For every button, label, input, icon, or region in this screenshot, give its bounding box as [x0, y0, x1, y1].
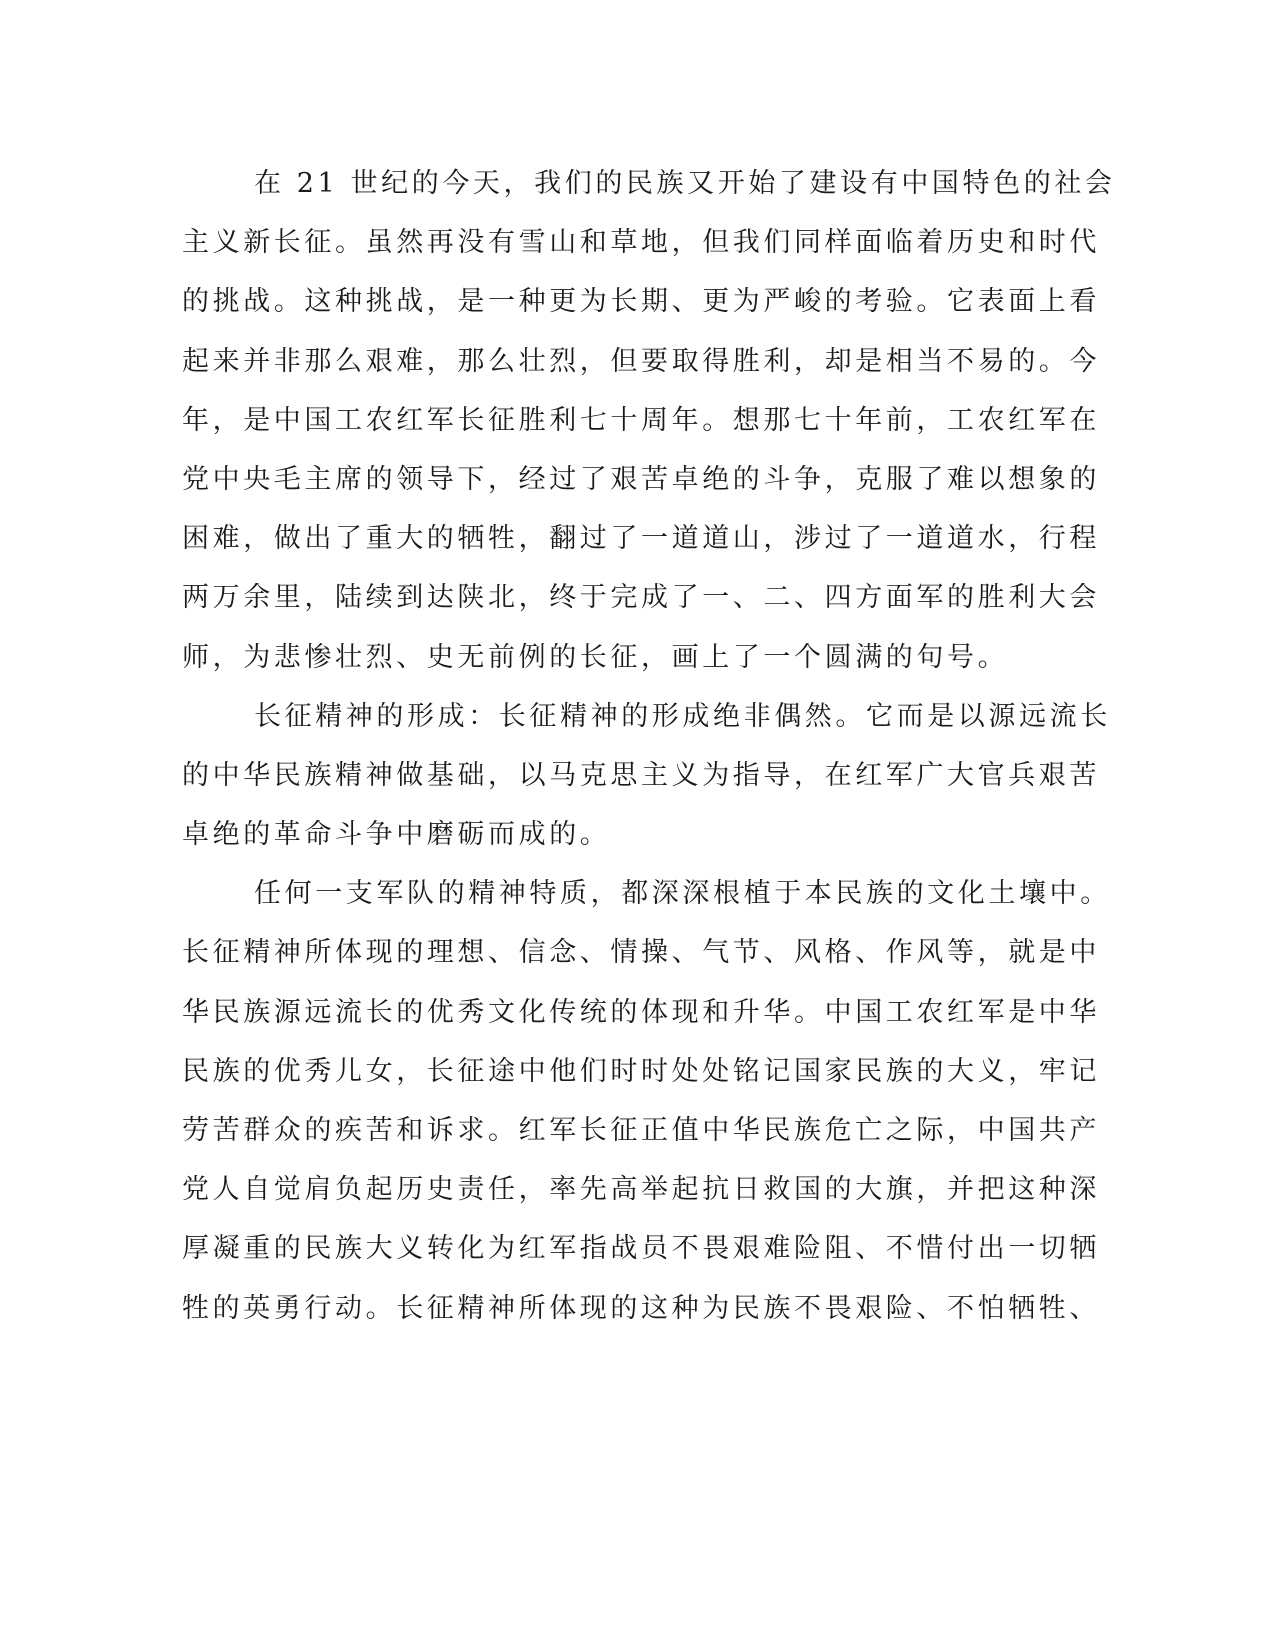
paragraph-line: 主义新长征。虽然再没有雪山和草地，但我们同样面临着历史和时代	[182, 227, 1100, 259]
paragraph-line: 党中央毛主席的领导下，经过了艰苦卓绝的斗争，克服了难以想象的	[182, 463, 1100, 495]
paragraph-line: 厚凝重的民族大义转化为红军指战员不畏艰难险阻、不惜付出一切牺	[182, 1233, 1100, 1265]
paragraph-line: 的中华民族精神做基础，以马克思主义为指导，在红军广大官兵艰苦	[182, 759, 1100, 791]
paragraph-line: 师，为悲惨壮烈、史无前例的长征，画上了一个圆满的句号。	[182, 641, 1009, 673]
paragraph-line: 牲的英勇行动。长征精神所体现的这种为民族不畏艰险、不怕牺牲、	[182, 1292, 1100, 1324]
paragraph-line: 长征精神的形成：长征精神的形成绝非偶然。它而是以源远流长	[254, 700, 1111, 732]
paragraph-line: 民族的优秀儿女，长征途中他们时时处处铭记国家民族的大义，牢记	[182, 1055, 1100, 1087]
paragraph-line: 两万余里，陆续到达陕北，终于完成了一、二、四方面军的胜利大会	[182, 582, 1100, 614]
paragraph-line: 困难，做出了重大的牺牲，翻过了一道道山，涉过了一道道水，行程	[182, 523, 1100, 555]
paragraph-line: 在 21 世纪的今天，我们的民族又开始了建设有中国特色的社会	[254, 168, 1116, 199]
paragraph-line: 的挑战。这种挑战，是一种更为长期、更为严峻的考验。它表面上看	[182, 286, 1100, 318]
paragraph-line: 卓绝的革命斗争中磨砺而成的。	[182, 819, 611, 851]
paragraph-3	[182, 864, 1111, 1338]
paragraph-line: 任何一支军队的精神特质，都深深根植于本民族的文化土壤中。	[254, 878, 1111, 910]
paragraph-line: 起来并非那么艰难，那么壮烈，但要取得胜利，却是相当不易的。今	[182, 345, 1100, 377]
paragraph-2	[182, 687, 1111, 865]
paragraph-line: 劳苦群众的疾苦和诉求。红军长征正值中华民族危亡之际，中国共产	[182, 1115, 1100, 1146]
document-body	[182, 154, 1116, 1338]
paragraph-1	[182, 154, 1116, 687]
paragraph-line: 党人自觉肩负起历史责任，率先高举起抗日救国的大旗，并把这种深	[182, 1174, 1100, 1206]
paragraph-line: 华民族源远流长的优秀文化传统的体现和升华。中国工农红军是中华	[182, 996, 1100, 1028]
paragraph-line: 长征精神所体现的理想、信念、情操、气节、风格、作风等，就是中	[182, 937, 1100, 969]
paragraph-line: 年，是中国工农红军长征胜利七十周年。想那七十年前，工农红军在	[182, 404, 1100, 436]
